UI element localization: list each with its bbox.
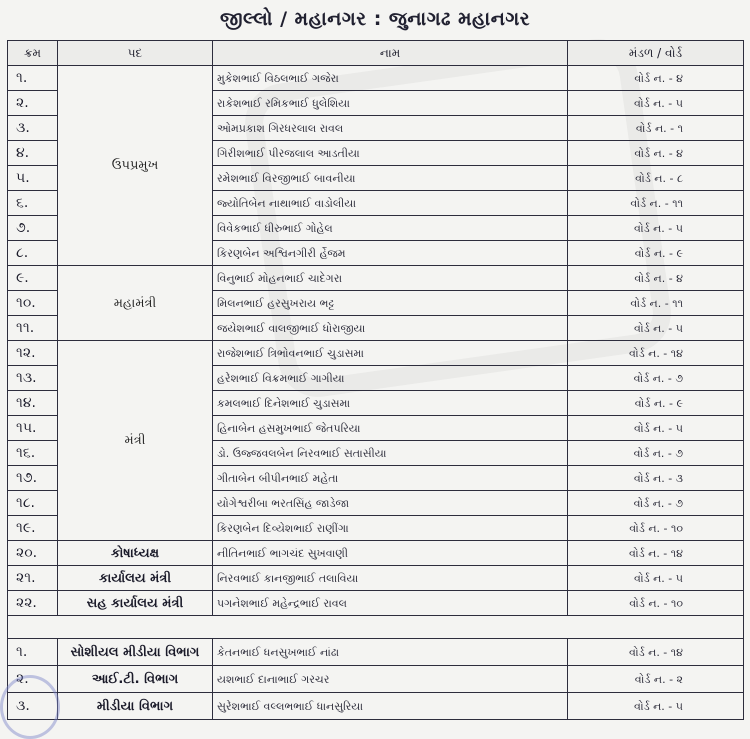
ward-cell: વોર્ડ ન. - ૩: [568, 466, 744, 491]
post-cell-upapramukh: ઉપપ્રમુખ: [58, 66, 213, 266]
ward-cell: વોર્ડ ન. - ૪: [568, 266, 744, 291]
serial-cell: ૩.: [8, 116, 58, 141]
header-post: પદ: [58, 41, 213, 66]
name-cell: રાજેશભાઈ ત્રિભોવનભાઈ ચુડાસમા: [213, 341, 568, 366]
ward-cell: વોર્ડ ન. - ૪: [568, 66, 744, 91]
name-cell: નીતિનભાઈ ભાગચંદ સુખવાણી: [213, 541, 568, 566]
ward-cell: વોર્ડ ન. - ૧૪: [568, 541, 744, 566]
serial-cell: ૨.: [8, 666, 58, 693]
page-title: જીલ્લો / મહાનગર : જુનાગઢ મહાનગર: [219, 8, 531, 30]
name-cell: વિવેકભાઈ ધીરુભાઈ ગોહેલ: [213, 216, 568, 241]
post-cell-department: મીડીયા વિભાગ: [58, 693, 213, 720]
table-row: [8, 693, 744, 720]
serial-cell: ૮.: [8, 241, 58, 266]
post-cell-mahamantri: મહામંત્રી: [58, 266, 213, 341]
name-cell: હિનાબેન હસમુખભાઈ જેતપરિયા: [213, 416, 568, 441]
name-cell: હરેશભાઈ વિક્રમભાઈ ગાગીયા: [213, 366, 568, 391]
table-row: [8, 66, 744, 91]
serial-cell: ૧૬.: [8, 441, 58, 466]
ward-cell: વોર્ડ ન. - ૭: [568, 491, 744, 516]
serial-cell: ૫.: [8, 166, 58, 191]
name-cell: મુકેશભાઈ વિઠલભાઈ ગજેરા: [213, 66, 568, 91]
serial-cell: ૯.: [8, 266, 58, 291]
office-stamp: [0, 675, 60, 739]
ward-cell: વોર્ડ ન. - ૧૧: [568, 191, 744, 216]
name-cell: રમેશભાઈ વિરજીભાઈ બાવનીયા: [213, 166, 568, 191]
ward-cell: વોર્ડ ન. - ૭: [568, 441, 744, 466]
ward-cell: વોર્ડ ન. - ૧૪: [568, 639, 744, 666]
ward-cell: વોર્ડ ન. - ૫: [568, 566, 744, 591]
serial-cell: ૨.: [8, 91, 58, 116]
serial-cell: ૧૫.: [8, 416, 58, 441]
serial-cell: ૧૭.: [8, 466, 58, 491]
post-cell-koshadhyaksh: કોષાધ્યક્ષ: [58, 541, 213, 566]
ward-cell: વોર્ડ ન. - ૫: [568, 91, 744, 116]
serial-cell: ૬.: [8, 191, 58, 216]
ward-cell: વોર્ડ ન. - ૫: [568, 693, 744, 720]
name-cell: ઓમપ્રકાશ ગિરધરલાલ રાવલ: [213, 116, 568, 141]
serial-cell: ૪.: [8, 141, 58, 166]
serial-cell: ૨૧.: [8, 566, 58, 591]
name-cell: કમલભાઈ દિનેશભાઈ ચુડાસમા: [213, 391, 568, 416]
name-cell: જ્યોતિબેન નાથાભાઈ વાડોલીયા: [213, 191, 568, 216]
name-cell: ગિરીશભાઈ પીરજલાલ આડતીયા: [213, 141, 568, 166]
header-serial: ક્રમ: [8, 41, 58, 66]
serial-cell: ૩.: [8, 693, 58, 720]
name-cell: સુરેશભાઈ વલ્લભભાઈ ધાનસુરિયા: [213, 693, 568, 720]
ward-cell: વોર્ડ ન. - ૭: [568, 366, 744, 391]
serial-cell: ૧.: [8, 639, 58, 666]
ward-cell: વોર્ડ ન. - ૯: [568, 391, 744, 416]
post-cell-department: આઈ.ટી. વિભાગ: [58, 666, 213, 693]
table-row: [8, 591, 744, 616]
ward-cell: વોર્ડ ન. - ૧૪: [568, 341, 744, 366]
post-cell-mantri: મંત્રી: [58, 341, 213, 541]
name-cell: કિરણબેન દિવ્યેશભાઈ રાણીંગા: [213, 516, 568, 541]
serial-cell: ૭.: [8, 216, 58, 241]
serial-cell: ૧૩.: [8, 366, 58, 391]
ward-cell: વોર્ડ ન. - ૫: [568, 316, 744, 341]
post-cell-sah-karyalay-mantri: સહ કાર્યાલય મંત્રી: [58, 591, 213, 616]
post-cell-karyalay-mantri: કાર્યાલય મંત્રી: [58, 566, 213, 591]
post-cell-department: સોશીયલ મીડીયા વિભાગ: [58, 639, 213, 666]
serial-cell: ૧૮.: [8, 491, 58, 516]
ward-cell: વોર્ડ ન. - ૫: [568, 416, 744, 441]
ward-cell: વોર્ડ ન. - ૧૦: [568, 591, 744, 616]
name-cell: યશભાઈ દાનાભાઈ ગરચર: [213, 666, 568, 693]
serial-cell: ૧.: [8, 66, 58, 91]
table-row: [8, 541, 744, 566]
name-cell: યોગેશ્વરીબા ભરતસિંહ જાડેજા: [213, 491, 568, 516]
serial-cell: ૧૧.: [8, 316, 58, 341]
table-row: [8, 639, 744, 666]
header-name: નામ: [213, 41, 568, 66]
ward-cell: વોર્ડ ન. - ૫: [568, 216, 744, 241]
section-gap: [8, 616, 744, 639]
ward-cell: વોર્ડ ન. - ૯: [568, 241, 744, 266]
name-cell: પગનેશભાઈ મહેન્દ્રભાઈ રાવલ: [213, 591, 568, 616]
ward-cell: વોર્ડ ન. - ૪: [568, 141, 744, 166]
name-cell: ગીતાબેન બીપીનભાઈ મહેતા: [213, 466, 568, 491]
serial-cell: ૧૨.: [8, 341, 58, 366]
table-row: [8, 666, 744, 693]
serial-cell: ૧૪.: [8, 391, 58, 416]
table-header-row: [8, 41, 744, 66]
ward-cell: વોર્ડ ન. - ૧૧: [568, 291, 744, 316]
name-cell: જયેશભાઈ વાલજીભાઈ ધોરાજીયા: [213, 316, 568, 341]
ward-cell: વોર્ડ ન. - ૧: [568, 116, 744, 141]
serial-cell: ૨૦.: [8, 541, 58, 566]
name-cell: ડો. ઉજ્જવલબેન નિરવભાઈ સતાસીયા: [213, 441, 568, 466]
name-cell: નિરવભાઈ કાનજીભાઈ તલાવિયા: [213, 566, 568, 591]
table-row: [8, 341, 744, 366]
table-row: [8, 266, 744, 291]
section-gap-row: [8, 616, 744, 639]
ward-cell: વોર્ડ ન. - ૨: [568, 666, 744, 693]
office-bearers-table: [7, 40, 744, 720]
serial-cell: ૧૯.: [8, 516, 58, 541]
name-cell: મિલનભાઈ હરસુખરાય ભટ્ટ: [213, 291, 568, 316]
ward-cell: વોર્ડ ન. - ૧૦: [568, 516, 744, 541]
header-ward: મંડળ / વોર્ડ: [568, 41, 744, 66]
serial-cell: ૧૦.: [8, 291, 58, 316]
name-cell: કેતનભાઈ ધનસુખભાઈ નાંઢા: [213, 639, 568, 666]
name-cell: કિરણબેન અશ્વિનગીરી ર્હેજમ: [213, 241, 568, 266]
table-row: [8, 566, 744, 591]
serial-cell: ૨૨.: [8, 591, 58, 616]
name-cell: વિનુભાઈ મોહનભાઈ ચાદેગરા: [213, 266, 568, 291]
ward-cell: વોર્ડ ન. - ૮: [568, 166, 744, 191]
name-cell: રાકેશભાઈ રમિકભાઈ ધુલેશિયા: [213, 91, 568, 116]
